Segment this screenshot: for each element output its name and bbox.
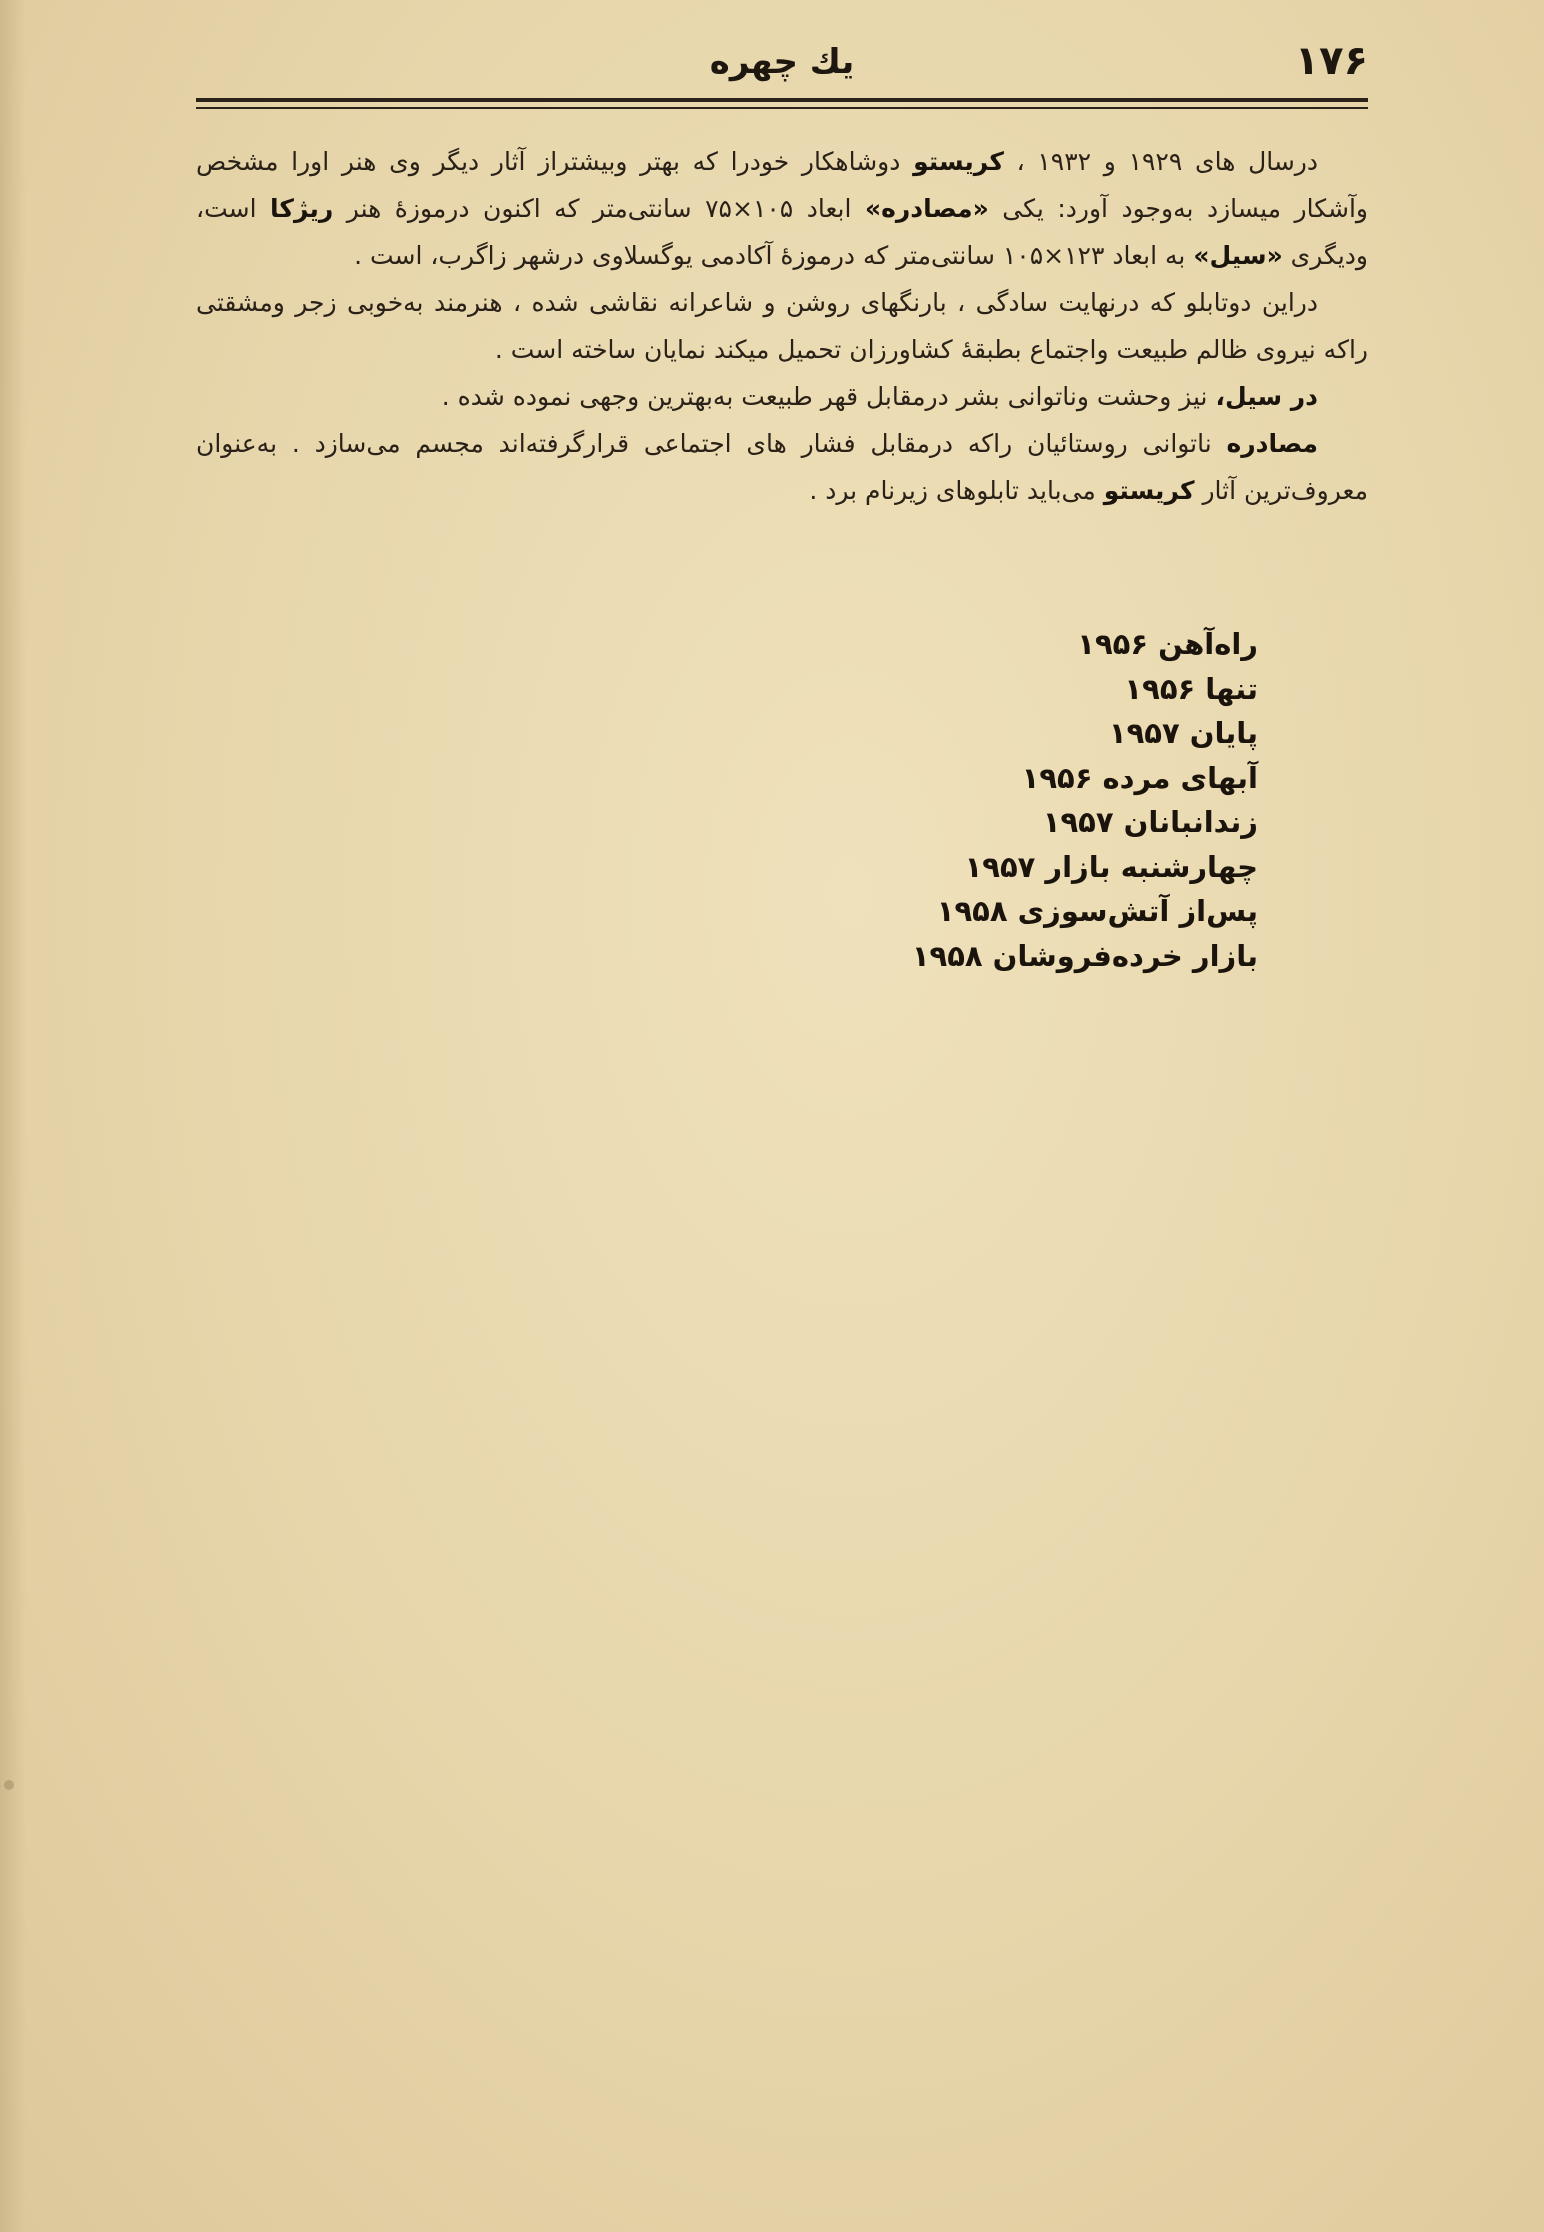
work-year: ۱۹۵۶ [1077, 627, 1149, 661]
text-run: است، ودیگری [196, 194, 1368, 270]
bold-term: کریستو [1103, 476, 1195, 505]
bold-term: در سیل، [1215, 382, 1318, 411]
bold-term: کریستو [913, 147, 1004, 176]
text-run: ابعاد ۱۰۵×۷۵ سانتی‌متر که اکنون درموزهٔ هنر [333, 194, 865, 223]
work-title: راه‌آهن [1158, 627, 1258, 661]
work-item [196, 889, 1258, 934]
bold-term: ریژکا [270, 194, 334, 223]
margin-spot [4, 1780, 14, 1790]
bold-term: مصادره [1226, 429, 1318, 458]
work-year: ۱۹۵۶ [1021, 760, 1093, 795]
work-year: ۱۹۵۷ [1042, 805, 1114, 839]
page-number: ۱۷۶ [1294, 38, 1368, 84]
work-title: تنها [1205, 671, 1258, 706]
header-rule-thin [196, 107, 1368, 109]
bold-term: «سیل» [1193, 241, 1283, 270]
work-year: ۱۹۵۷ [1108, 716, 1180, 750]
work-title: چهارشنبه بازار [1045, 849, 1258, 884]
text-run: می‌باید تابلوهای زیرنام برد . [809, 476, 1104, 505]
page-header [196, 38, 1368, 98]
paragraph [196, 279, 1368, 373]
work-item [196, 756, 1258, 801]
text-run: به ابعاد ۱۲۳×۱۰۵ سانتی‌متر که درموزهٔ آکادمی یوگسلاوی درشهر زاگرب، است . [354, 241, 1194, 270]
work-year: ۱۹۵۶ [1124, 671, 1196, 706]
text-run: درسال های ۱۹۲۹ و ۱۹۳۲ ، [1003, 147, 1319, 176]
paragraph [196, 138, 1368, 279]
work-title: زندانبانان [1123, 805, 1258, 839]
text-run: ناتوانی روستائیان راکه درمقابل فشار های اجتماعی قرارگرفته‌اند مجسم می‌سازد . به‌عنوان معروف‌ترین آثار [196, 429, 1368, 505]
work-item [196, 711, 1258, 756]
work-item [196, 845, 1258, 890]
work-title: بازار خرده‌فروشان [992, 938, 1258, 973]
running-title: یك چهره [709, 42, 855, 82]
paragraph [196, 373, 1368, 420]
work-item [196, 934, 1258, 979]
paragraph [196, 420, 1368, 514]
work-item [196, 800, 1258, 845]
work-title: پس‌از آتش‌سوزی [1017, 894, 1258, 928]
work-year: ۱۹۵۸ [936, 894, 1008, 928]
work-year: ۱۹۵۸ [911, 938, 983, 973]
text-run: دراین دوتابلو که درنهایت سادگی ، بارنگهای روشن و شاعرانه نقاشی شده ، هنرمند به‌خوبی زجر ومشقتی راکه نیروی ظالم طبیعت واجتماع بطبقهٔ کشاورزان تحمیل میکند نمایان ساخته است . [196, 288, 1368, 364]
work-item [196, 622, 1258, 667]
bold-term: «مصادره» [864, 194, 989, 223]
body-text [196, 138, 1368, 514]
works-list [196, 622, 1258, 978]
text-run: نیز وحشت وناتوانی بشر درمقابل قهر طبیعت به‌بهترین وجهی نموده شده . [441, 382, 1216, 411]
work-title: پایان [1189, 716, 1258, 750]
header-rule-thick [196, 98, 1368, 102]
work-year: ۱۹۵۷ [964, 849, 1036, 884]
text-run: دوشاهکار خودرا که بهتر وبیشتراز آثار دیگر وی هنر اورا مشخص وآشکار میسازد به‌وجود آورد: یکی [196, 147, 1368, 223]
page-edge-shadow [0, 0, 26, 2232]
work-item [196, 667, 1258, 712]
work-title: آبهای مرده [1102, 760, 1258, 795]
